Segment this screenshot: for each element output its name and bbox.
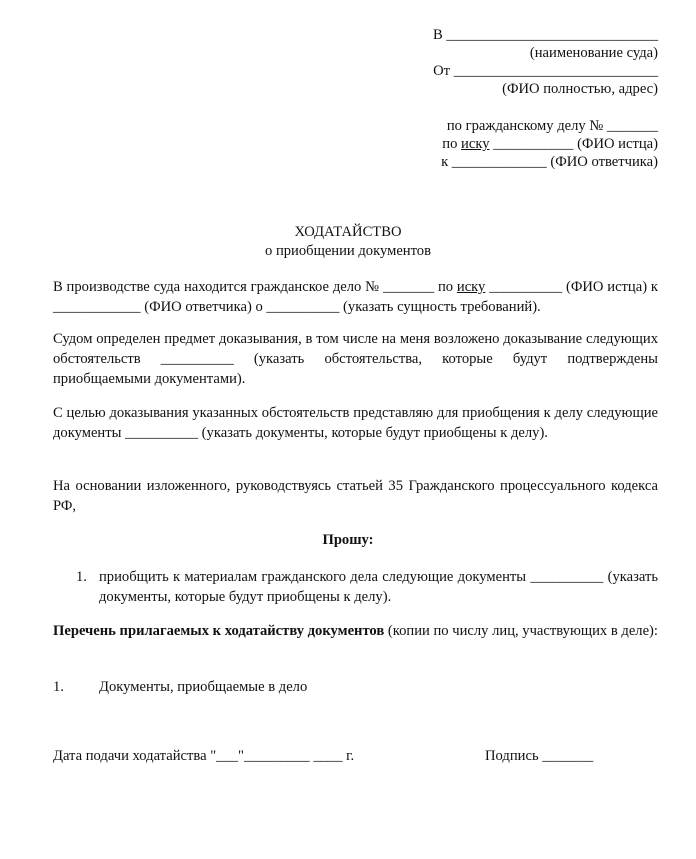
attachment-item-number: 1. <box>53 679 64 695</box>
court-note: (наименование суда) <box>529 45 658 61</box>
claim-rest: ___________ (ФИО истца) <box>493 136 658 152</box>
document-subtitle: о приобщении документов <box>265 243 431 259</box>
paragraph-documents: С целью доказывания указанных обстоятельств представляю для приобщения к делу следующие документы __________ (указать документы, которые будут приобщены к делу). <box>53 405 658 441</box>
claim-prefix: по <box>442 136 458 152</box>
sender-note: (ФИО полностью, адрес) <box>502 81 658 97</box>
document-title: ХОДАТАЙСТВО <box>294 224 402 240</box>
request-item-text: приобщить к материалам гражданского дела следующие документы __________ (указать документы, которые будут приобщены к делу). <box>99 569 658 605</box>
court-line <box>433 25 658 45</box>
p1-part-b: __________ (ФИО истца) к ____________ (ФИО ответчика) о __________ (указать сущность требований). <box>53 279 658 315</box>
filing-date-line: Дата подачи ходатайства "___"_________ ____ г. <box>53 748 355 764</box>
sender-line <box>433 61 658 81</box>
paragraph-proof-subject: Судом определен предмет доказывания, в том числе на меня возложено доказывание следующих обстоятельств __________ (указать обстоятельства, которые будут подтверждены приобщаемыми документами). <box>53 331 658 387</box>
case-number-line: по гражданскому делу № _______ <box>446 118 658 134</box>
attachment-item-text: Документы, приобщаемые в дело <box>99 679 308 695</box>
sender-blank: ____________________________ <box>453 63 658 79</box>
request-item-number: 1. <box>76 569 87 585</box>
court-prefix: В <box>433 27 443 43</box>
attachments-heading <box>53 621 658 641</box>
claim-word: иску <box>461 136 490 152</box>
request-heading: Прошу: <box>322 532 374 548</box>
court-blank: _____________________________ <box>446 27 658 43</box>
attachments-heading-bold: Перечень прилагаемых к ходатайству документов <box>53 623 385 639</box>
paragraph-case-info <box>53 277 658 317</box>
claim-line <box>442 134 658 154</box>
defendant-line: к _____________ (ФИО ответчика) <box>441 154 658 170</box>
signature-line: Подпись _______ <box>485 748 594 764</box>
attachments-heading-rest: (копии по числу лиц, участвующих в деле): <box>387 623 658 639</box>
p1-part-a: В производстве суда находится гражданское дело № _______ по <box>53 279 454 295</box>
p1-claim-word: иску <box>456 279 486 295</box>
paragraph-legal-basis: На основании изложенного, руководствуясь статьей 35 Гражданского процессуального кодекса РФ, <box>53 478 658 514</box>
sender-prefix: От <box>433 63 451 79</box>
